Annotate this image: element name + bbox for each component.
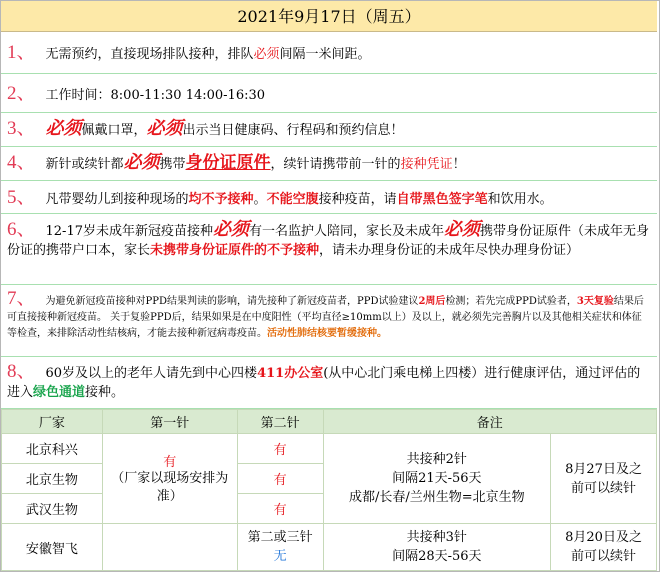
notice-number: 6、 [7,219,36,240]
page-title: 2021年9月17日（周五） [1,1,657,32]
header-vendor: 厂家 [2,410,103,434]
dose2-cell: 有 [237,464,323,494]
remark-cell: 共接种3针 间隔28天-56天 [323,524,551,571]
header-dose1: 第一针 [102,410,237,434]
vendor-cell: 北京科兴 [2,434,103,464]
notice-number: 2、 [7,83,36,104]
dose2-cell: 有 [237,434,323,464]
vendor-cell: 北京生物 [2,464,103,494]
notice-number: 3、 [7,118,36,139]
dose2-cell: 有 [237,494,323,524]
dose2-cell: 第二或三针 无 [237,524,323,571]
remark-cell: 共接种2针 间隔21天-56天 成都/长春/兰州生物=北京生物 [323,434,551,524]
remark-date-cell: 8月27日及之前可以续针 [551,434,657,524]
dose1-cell-empty [102,524,237,571]
vendor-cell: 安徽智飞 [2,524,103,571]
dose1-cell [102,434,237,524]
notice-2: 2、 工作时间：8:00-11:30 14:00-16:30 [1,74,657,113]
notice-1: 1、 无需预约，直接现场排队接种，排队必须间隔一米间距。 [1,33,657,74]
notice-7: 7、 为避免新冠疫苗接种对PPD结果判读的影响，请先接种了新冠疫苗者，PPD试验建议2周后检测；若先完成PPD试验者，3天复验结果后可直接接种新冠疫苗。 关于复验PPD后，结果如果是在中度阳性（平均直径≥10mm以上）及以上，就必须先完善胸片以及其他相关症状和体征等检查，来排除活动性结核病，才能去接种新冠病毒疫苗。活动性肺结核要暂缓接种。 [1,285,657,357]
vaccine-table [1,409,657,571]
notice-number: 5、 [7,187,36,208]
notice-number: 1、 [7,42,36,63]
remark-date-cell: 8月20日及之前可以续针 [551,524,657,571]
table-row [2,434,657,464]
notice-8: 8、 60岁及以上的老年人请先到中心四楼411办公室(从中心北门乘电梯上四楼）进行健康评估，通过评估的进入绿色通道接种。 [1,357,657,409]
dose1-value: 有 [163,455,177,470]
vendor-cell: 武汉生物 [2,494,103,524]
notice-3: 3、 必须佩戴口罩，必须出示当日健康码、行程码和预约信息！ [1,113,657,147]
notice-number: 8、 [7,361,36,382]
header-remark: 备注 [323,410,657,434]
notice-number: 7、 [7,288,36,309]
notice-5: 5、 凡带婴幼儿到接种现场的均不予接种。不能空腹接种疫苗，请自带黑色签字笔和饮用水。 [1,181,657,214]
notice-number: 4、 [7,152,36,173]
notice-6: 6、 12-17岁未成年新冠疫苗接种必须有一名监护人陪同，家长及未成年必须携带身份证原件（未成年无身份证的携带户口本，家长未携带身份证原件的不予接种，请未办理身份证的未成年尽快办理身份证） [1,214,657,285]
dose1-note: （厂家以现场安排为准） [111,471,229,504]
table-row [2,524,657,571]
header-dose2: 第二针 [237,410,323,434]
table-header-row [2,410,657,434]
notice-4: 4、 新针或续针都必须携带身份证原件，续针请携带前一针的接种凭证！ [1,147,657,181]
